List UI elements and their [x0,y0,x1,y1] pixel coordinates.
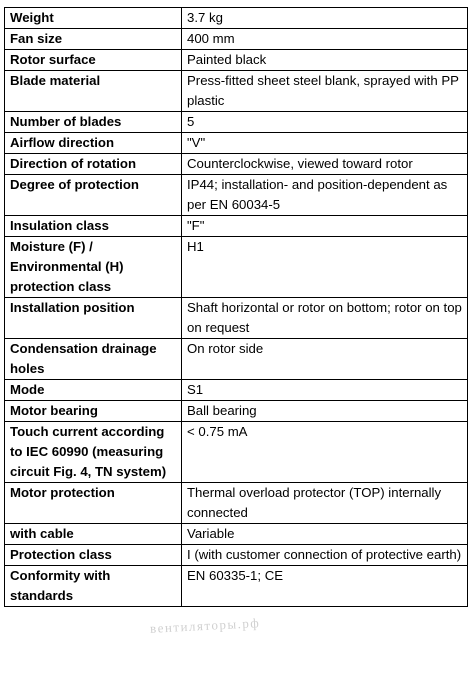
row-value: "F" [182,216,468,237]
row-label: Condensation drainage holes [5,339,182,380]
row-label: Airflow direction [5,133,182,154]
row-value: "V" [182,133,468,154]
table-row [5,237,468,298]
row-value: EN 60335-1; CE [182,566,468,607]
row-label: Fan size [5,29,182,50]
table-row [5,298,468,339]
table-row [5,154,468,175]
row-label: Motor bearing [5,401,182,422]
table-row [5,339,468,380]
table-row [5,71,468,112]
row-label: Insulation class [5,216,182,237]
table-row [5,566,468,607]
row-label: Degree of protection [5,175,182,216]
row-value: Thermal overload protector (TOP) internally connected [182,483,468,524]
row-value: S1 [182,380,468,401]
row-label: Conformity with standards [5,566,182,607]
row-value: Counterclockwise, viewed toward rotor [182,154,468,175]
row-value: 400 mm [182,29,468,50]
row-value: I (with customer connection of protective earth) [182,545,468,566]
row-label: Number of blades [5,112,182,133]
row-label: Mode [5,380,182,401]
row-label: Installation position [5,298,182,339]
row-value: Press-fitted sheet steel blank, sprayed with PP plastic [182,71,468,112]
table-row [5,422,468,483]
row-value: Ball bearing [182,401,468,422]
table-row [5,483,468,524]
table-row [5,112,468,133]
row-value: IP44; installation- and position-dependent as per EN 60034-5 [182,175,468,216]
table-row [5,380,468,401]
row-value: On rotor side [182,339,468,380]
table-row [5,29,468,50]
table-row [5,175,468,216]
row-value: Painted black [182,50,468,71]
row-label: Blade material [5,71,182,112]
table-row [5,133,468,154]
row-value: Variable [182,524,468,545]
row-value: 3.7 kg [182,8,468,29]
table-row [5,50,468,71]
table-row [5,545,468,566]
row-label: Protection class [5,545,182,566]
table-row [5,216,468,237]
watermark: вентиляторы.рф [149,615,261,636]
row-value: Shaft horizontal or rotor on bottom; rotor on top on request [182,298,468,339]
table-row [5,8,468,29]
row-value: H1 [182,237,468,298]
row-value: 5 [182,112,468,133]
row-label: Weight [5,8,182,29]
row-label: Moisture (F) / Environmental (H) protection class [5,237,182,298]
row-label: Touch current according to IEC 60990 (measuring circuit Fig. 4, TN system) [5,422,182,483]
table-row [5,401,468,422]
row-value: < 0.75 mA [182,422,468,483]
row-label: with cable [5,524,182,545]
table-row [5,524,468,545]
row-label: Direction of rotation [5,154,182,175]
spec-table [4,7,468,607]
row-label: Rotor surface [5,50,182,71]
row-label: Motor protection [5,483,182,524]
